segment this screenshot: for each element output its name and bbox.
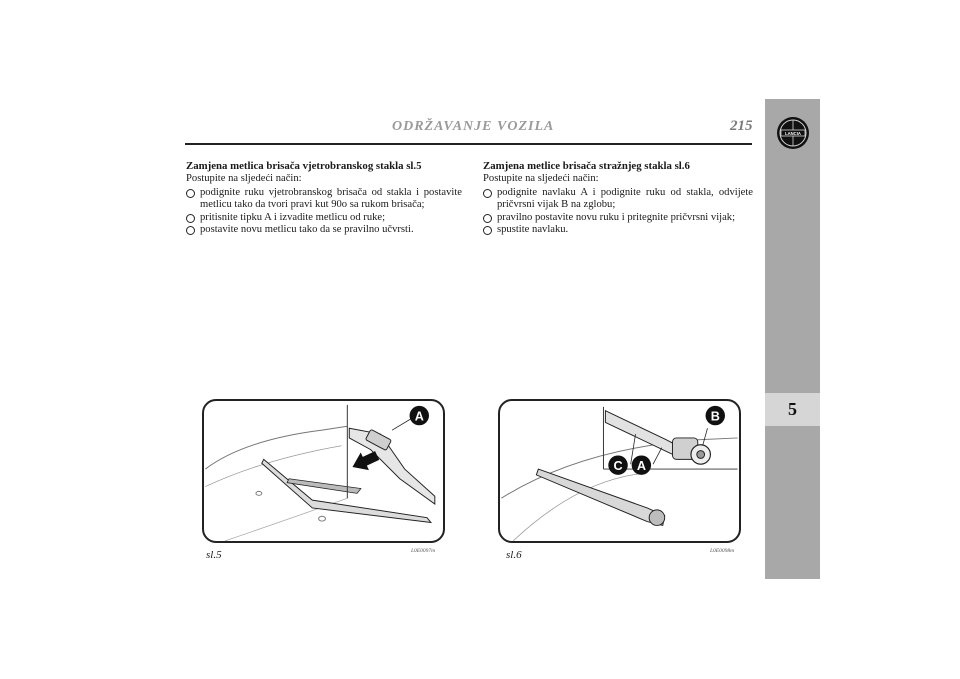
bullet-icon	[483, 226, 492, 235]
callout-label: C	[613, 459, 623, 474]
chapter-title: ODRŽAVANJE VOZILA	[392, 119, 555, 134]
list-item: spustite navlaku.	[483, 224, 753, 236]
list-item: podignite ruku vjetrobranskog brisača od stakla i postavite metlicu tako da tvori pravi kut 90o sa rukom brisača;	[186, 187, 462, 212]
rear-wiper-illustration	[500, 401, 739, 541]
section-heading-wiper: Zamjena metlica brisača vjetrobranskog stakla sl.5	[186, 160, 422, 172]
section-heading-rear-wiper: Zamjena metlice brisača stražnjeg stakla sl.6	[483, 160, 690, 172]
left-column	[186, 160, 462, 236]
list-item: postavite novu metlicu tako da se pravilno učvrsti.	[186, 224, 462, 236]
figure-caption: sl.5	[206, 549, 222, 561]
logo-text: LANCIA	[785, 131, 801, 136]
bullet-icon	[186, 226, 195, 235]
callout-label: A	[414, 409, 424, 424]
bullet-icon	[186, 214, 195, 223]
section-intro: Postupite na sljedeći način:	[483, 173, 599, 185]
chapter-tab[interactable]: 5	[765, 393, 820, 426]
figure-rear-wiper	[498, 399, 741, 543]
wiper-illustration	[204, 401, 443, 541]
step-list	[483, 187, 753, 237]
page-number: 215	[730, 118, 753, 134]
bullet-icon	[483, 189, 492, 198]
callout-label: A	[636, 459, 646, 474]
right-column	[483, 160, 753, 236]
section-intro: Postupite na sljedeći način:	[186, 173, 302, 185]
lancia-logo	[776, 116, 810, 150]
header-rule	[185, 143, 752, 145]
list-item: pritisnite tipku A i izvadite metlicu od ruke;	[186, 212, 462, 224]
figure-windscreen-wiper	[202, 399, 445, 543]
figure-code: L0E0098m	[710, 548, 735, 554]
figure-caption: sl.6	[506, 549, 522, 561]
bullet-icon	[186, 189, 195, 198]
list-item: podignite navlaku A i podignite ruku od stakla, odvijete pričvrsni vijak B na zglobu;	[483, 187, 753, 212]
callout-label: B	[710, 409, 720, 424]
step-list	[186, 187, 462, 237]
bullet-icon	[483, 214, 492, 223]
list-item: pravilno postavite novu ruku i pritegnite pričvrsni vijak;	[483, 212, 753, 224]
figure-code: L0E0097m	[411, 548, 436, 554]
chapter-sidebar	[765, 99, 820, 579]
